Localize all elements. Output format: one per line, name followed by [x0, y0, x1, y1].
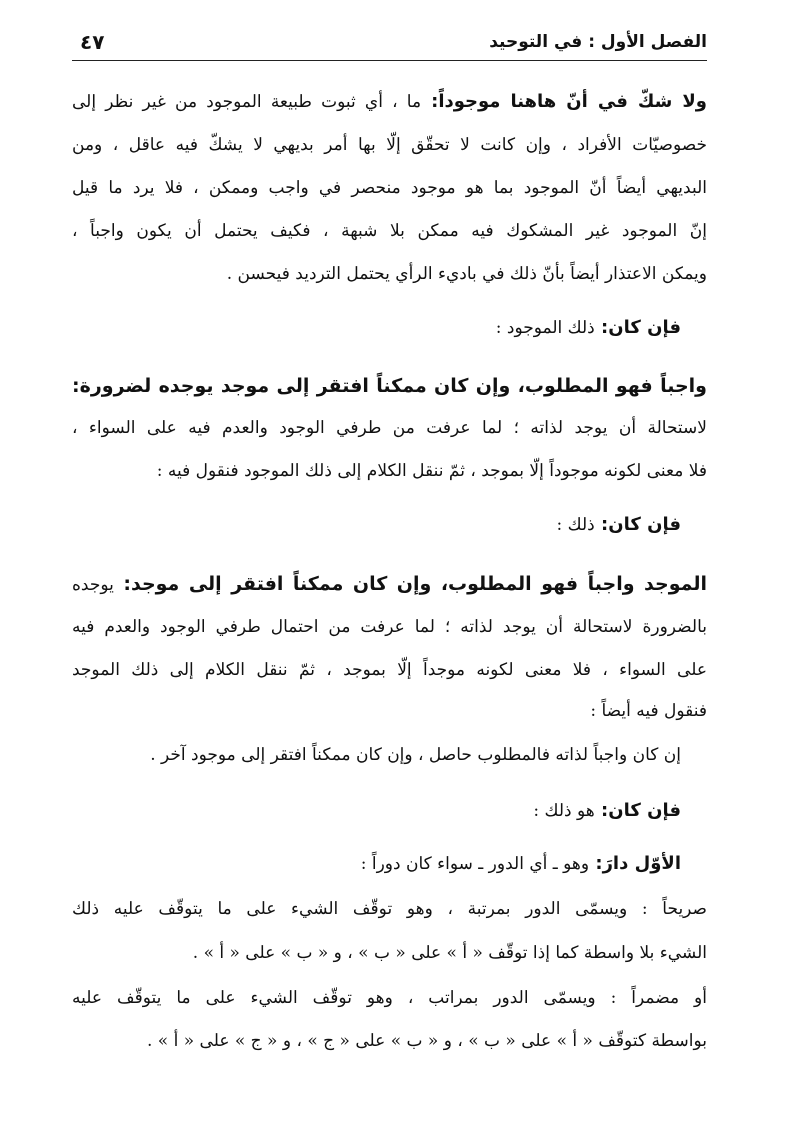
bold-phrase: ولا شكّ في أنّ هاهنا موجوداً: — [421, 91, 707, 112]
text-line — [72, 412, 707, 444]
line-text: هو ذلك : — [533, 801, 595, 821]
text-line — [72, 611, 707, 643]
text-line — [72, 893, 707, 925]
text-line — [72, 258, 707, 290]
text-line — [72, 1025, 707, 1057]
running-header — [72, 26, 707, 61]
text-line — [72, 937, 707, 969]
line-text: خصوصيّات الأفراد ، وإن كانت لا تحقّق إلّا بها أمر بديهي لا يشكّ فيه عاقل ، ومن — [72, 135, 707, 155]
bold-phrase: فإن كان: — [594, 317, 681, 338]
text-line — [72, 370, 707, 402]
line-text: أو مضمراً : ويسمّى الدور بمراتب ، وهو توقّف الشيء على ما يتوقّف عليه — [72, 988, 707, 1008]
text-line — [72, 568, 707, 600]
line-text: الشيء بلا واسطة كما إذا توقّف « أ » على « ب » ، و « ب » على « أ » . — [192, 943, 707, 963]
chapter-title: الفصل الأول : في التوحيد — [489, 32, 707, 52]
line-text: فنقول فيه أيضاً : — [590, 701, 707, 721]
line-text: بواسطة كتوقّف « أ » على « ب » ، و « ب » على « ج » ، و « ج » على « أ » . — [146, 1031, 707, 1051]
line-text: إنّ الموجود غير المشكوك فيه ممكن بلا شبهة ، فكيف يحتمل أن يكون واجباً ، — [72, 221, 707, 241]
text-line — [72, 739, 681, 771]
bold-phrase: فإن كان: — [594, 800, 681, 821]
line-text: ويمكن الاعتذار أيضاً بأنّ ذلك في باديء الرأي يحتمل الترديد فيحسن . — [226, 264, 707, 284]
text-line — [72, 848, 681, 880]
text-line — [72, 509, 681, 541]
text-line — [72, 312, 681, 344]
line-text: ذلك : — [556, 515, 595, 535]
line-text: ذلك الموجود : — [495, 318, 595, 338]
bold-phrase: الأوّل دارَ: — [589, 853, 681, 874]
bold-phrase: واجباً فهو المطلوب، وإن كان ممكناً افتقر إلى موجد يوجده لضرورة: — [72, 375, 707, 397]
bold-phrase: فإن كان: — [594, 514, 681, 535]
text-line — [72, 982, 707, 1014]
text-line — [72, 455, 707, 487]
line-text: وهو ـ أي الدور ـ سواء كان دوراً : — [360, 854, 590, 874]
text-line — [72, 695, 707, 727]
line-text: لاستحالة أن يوجد لذاته ؛ لما عرفت من طرفي الوجود والعدم فيه على السواء ، — [72, 418, 707, 438]
line-text: صريحاً : ويسمّى الدور بمرتبة ، وهو توقّف الشيء على ما يتوقّف عليه ذلك — [72, 899, 707, 919]
line-text: يوجده — [72, 575, 114, 595]
text-line — [72, 172, 707, 204]
line-text: على السواء ، فلا معنى لكونه موجداً إلّا بموجد ، ثمّ ننقل الكلام إلى ذلك الموجد — [72, 660, 707, 680]
bold-phrase: الموجد واجباً فهو المطلوب، وإن كان ممكناً افتقر إلى موجد: — [113, 573, 707, 595]
text-line — [72, 86, 707, 118]
line-text: فلا معنى لكونه موجوداً إلّا بموجد ، ثمّ ننقل الكلام إلى ذلك الموجود فنقول فيه : — [156, 461, 707, 481]
text-line — [72, 795, 681, 827]
line-text: بالضرورة لاستحالة أن يوجد لذاته ؛ لما عرفت من احتمال طرفي الوجود والعدم فيه — [72, 617, 707, 637]
line-text: البديهي أيضاً أنّ الموجود بما هو موجود منحصر في واجب وممكن ، فلا يرد ما قيل — [72, 178, 707, 198]
text-line — [72, 654, 707, 686]
line-text: إن كان واجباً لذاته فالمطلوب حاصل ، وإن كان ممكناً افتقر إلى موجود آخر . — [150, 745, 681, 765]
text-line — [72, 129, 707, 161]
line-text: ما ، أي ثبوت طبيعة الموجود من غير نظر إلى — [72, 92, 422, 112]
text-line — [72, 215, 707, 247]
page-number: ٤٧ — [80, 30, 105, 54]
